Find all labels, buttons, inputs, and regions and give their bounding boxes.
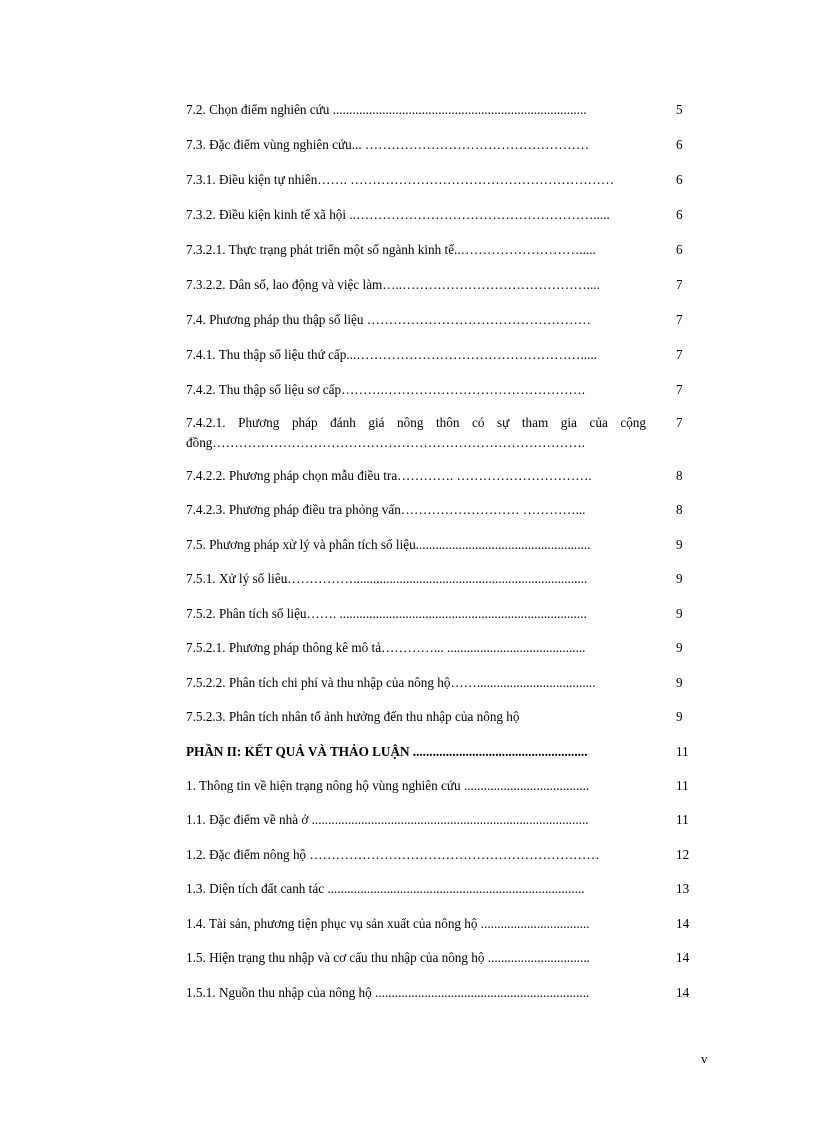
toc-entry-title: 1.4. Tài sản, phương tiện phục vụ sản xuất của nông hộ ................................. — [186, 916, 590, 931]
toc-entry-title: 7.4.2. Thu thập số liệu sơ cấp……….………………………………………. — [186, 382, 586, 397]
toc-entry-page: 7 — [676, 277, 683, 292]
toc-entry-title: 7.5. Phương pháp xử lý và phân tích số liệu..................................................... — [186, 537, 591, 552]
toc-entry-page: 9 — [676, 640, 683, 655]
toc-entry-title: 7.4.2.2. Phương pháp chọn mẫu điều tra…………. …………………………. — [186, 468, 592, 483]
toc-entry-page: 8 — [676, 502, 683, 517]
toc-entry-title: 7.4.2.1. Phương pháp đánh giá nông thôn có sự tham gia của cộng đồng…………………………………………………………………………. — [186, 415, 646, 450]
toc-entry-page: 6 — [676, 207, 683, 222]
toc-entry-page: 14 — [676, 985, 690, 1000]
toc-entry-page: 6 — [676, 172, 683, 187]
toc-entry-page: 11 — [676, 778, 689, 793]
toc-entry-title: 7.3.2. Điều kiện kinh tế xã hội ..………………………………………………..... — [186, 207, 610, 222]
toc-entry-title: 7.3.2.1. Thực trạng phát triển một số ngành kinh tế..………………………..... — [186, 242, 596, 257]
toc-entry — [186, 170, 683, 190]
toc-entry — [186, 776, 689, 796]
toc-entry-title: 7.5.2.2. Phân tích chi phí và thu nhập của nông hộ…….................................... — [186, 675, 596, 690]
toc-entry — [186, 707, 683, 727]
toc-entry — [186, 673, 683, 693]
toc-entry-page: 14 — [676, 916, 690, 931]
toc-entry — [186, 948, 690, 968]
toc-entry-title: 7.3.1. Điều kiện tự nhiên……. …………………………………………………… — [186, 172, 615, 187]
toc-entry-page: 5 — [676, 102, 683, 117]
toc-entry-title: 7.5.2.3. Phân tích nhân tố ảnh hưởng đến thu nhập của nông hộ — [186, 709, 520, 724]
toc-entry — [186, 413, 683, 453]
toc-entry — [186, 100, 683, 120]
toc-entry-page: 6 — [676, 242, 683, 257]
toc-entry-title: 7.5.2.1. Phương pháp thông kê mô tả…………... .......................................... — [186, 640, 586, 655]
toc-entry-page: 9 — [676, 709, 683, 724]
toc-entry — [186, 205, 683, 225]
toc-entry — [186, 845, 690, 865]
page-number: v — [701, 1051, 708, 1066]
toc-entry-page: 9 — [676, 606, 683, 621]
toc-entry-title: 7.3.2.2. Dân số, lao động và việc làm…..…………………………………….... — [186, 277, 600, 292]
toc-entry-page: 9 — [676, 675, 683, 690]
toc-entry-title: 1.5. Hiện trạng thu nhập và cơ cấu thu nhập của nông hộ ............................... — [186, 950, 590, 965]
toc-entry-page: 9 — [676, 537, 683, 552]
toc-entry-title: 7.2. Chọn điểm nghiên cứu ............................................................................. — [186, 102, 587, 117]
toc-entry — [186, 569, 683, 589]
toc-entry-part-heading — [186, 742, 689, 762]
toc-entry-title: 1. Thông tin về hiện trạng nông hộ vùng nghiên cứu ...................................... — [186, 778, 590, 793]
toc-entry — [186, 638, 683, 658]
toc-entry-title: 1.1. Đặc điểm về nhà ở .................................................................................... — [186, 812, 589, 827]
toc-entry — [186, 240, 683, 260]
toc-entry — [186, 810, 689, 830]
toc-entry-page: 11 — [676, 744, 689, 759]
toc-entry-title: 7.3. Đặc điểm vùng nghiên cứu... …………………………………………… — [186, 137, 590, 152]
toc-entry-title: 1.3. Diện tích đất canh tác .............................................................................. — [186, 881, 585, 896]
toc-entry-page: 7 — [676, 382, 683, 397]
toc-entry — [186, 466, 683, 486]
toc-entry — [186, 604, 683, 624]
toc-entry — [186, 500, 683, 520]
toc-entry-page: 8 — [676, 468, 683, 483]
toc-entry-title: 7.5.2. Phân tích số liệu……. ........................................................................... — [186, 606, 587, 621]
toc-entry-title: PHẦN II: KẾT QUẢ VÀ THẢO LUẬN ..................................................... — [186, 744, 588, 759]
toc-entry-title: 7.5.1. Xử lý số liêu……………....................................................................... — [186, 571, 588, 586]
toc-entry-title: 1.2. Đặc điểm nông hộ ………………………………………………………… — [186, 847, 600, 862]
toc-entry-page: 13 — [676, 881, 690, 896]
toc-entry-page: 9 — [676, 571, 683, 586]
toc-entry-page: 6 — [676, 137, 683, 152]
toc-entry — [186, 380, 683, 400]
toc-entry — [186, 310, 683, 330]
toc-entry-page: 7 — [676, 347, 683, 362]
toc-entry-title: 7.4.1. Thu thập số liệu thứ cấp...……………………………………………..... — [186, 347, 597, 362]
toc-entry — [186, 275, 683, 295]
toc-entry-page: 12 — [676, 847, 690, 862]
toc-entry — [186, 135, 683, 155]
toc-entry — [186, 914, 690, 934]
toc-entry — [186, 879, 690, 899]
toc-entry-page: 7 — [676, 415, 683, 430]
toc-entry — [186, 345, 683, 365]
toc-entry-title: 7.4.2.3. Phương pháp điều tra phỏng vấn……………………… …………... — [186, 502, 586, 517]
toc-entry-title: 1.5.1. Nguồn thu nhập của nông hộ ................................................................. — [186, 985, 590, 1000]
toc-entry — [186, 535, 683, 555]
toc-entry-page: 7 — [676, 312, 683, 327]
toc-entry — [186, 983, 690, 1003]
toc-entry-title: 7.4. Phương pháp thu thập số liệu …………………………………………… — [186, 312, 591, 327]
toc-entry-page: 14 — [676, 950, 690, 965]
toc-entry-page: 11 — [676, 812, 689, 827]
